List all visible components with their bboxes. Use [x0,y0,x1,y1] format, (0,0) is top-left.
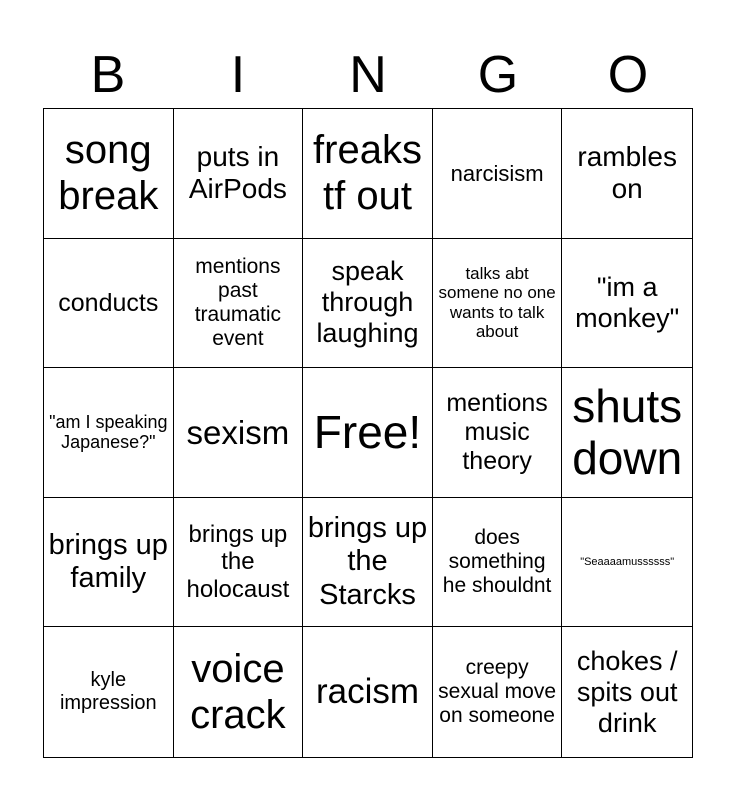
bingo-cell[interactable] [303,627,433,757]
bingo-cell[interactable] [44,498,174,628]
bingo-cell-text: brings up family [48,528,168,595]
bingo-cell[interactable] [562,368,692,498]
bingo-cell[interactable] [303,498,433,628]
bingo-cell-text: Free! [313,406,422,459]
bingo-cell-text: does something he shouldnt [442,525,552,598]
bingo-cell-text: "am I speaking Japanese?" [49,411,168,453]
bingo-cell[interactable] [44,239,174,369]
bingo-cell[interactable] [303,368,433,498]
bingo-cell[interactable] [174,109,304,239]
bingo-header [43,40,693,110]
bingo-cell[interactable] [174,239,304,369]
bingo-cell[interactable] [433,498,563,628]
bingo-cell-text: conducts [58,288,159,317]
bingo-cell-text: sexism [186,413,290,451]
bingo-cell-text: creepy sexual move on someone [438,655,557,728]
bingo-cell-text: speak through laughing [316,256,419,349]
bingo-cell-text: brings up the Starcks [307,512,428,611]
bingo-cell[interactable] [562,109,692,239]
bingo-cell[interactable] [433,368,563,498]
bingo-cell-text: mentions music theory [446,389,548,475]
bingo-cell-text: chokes / spits out drink [576,645,678,738]
bingo-grid [43,108,693,758]
bingo-cell-text: mentions past traumatic event [194,254,282,351]
bingo-cell-text: racism [315,672,420,712]
bingo-cell-text: kyle impression [59,669,157,715]
bingo-cell[interactable] [562,498,692,628]
bingo-cell[interactable] [44,627,174,757]
bingo-cell-text: song break [58,128,159,219]
bingo-cell[interactable] [174,498,304,628]
bingo-cell[interactable] [303,109,433,239]
bingo-cell-text: shuts down [572,379,683,485]
bingo-cell-text: voice crack [190,647,286,738]
bingo-cell[interactable] [433,109,563,239]
header-letter-n: N [349,46,387,104]
bingo-cell[interactable] [303,239,433,369]
bingo-cell[interactable] [44,109,174,239]
header-letter-g: G [477,46,519,104]
bingo-cell[interactable] [562,239,692,369]
bingo-cell-text: puts in AirPods [188,141,287,205]
bingo-cell[interactable] [433,239,563,369]
header-letter-i: I [230,46,246,104]
bingo-cell[interactable] [562,627,692,757]
bingo-cell-text: freaks tf out [313,128,422,219]
bingo-cell-text: talks abt somene no one wants to talk about [438,263,556,342]
bingo-cell-text: rambles on [577,141,677,205]
bingo-cell-text: "Seaaaamussssss" [580,555,675,568]
bingo-cell[interactable] [174,627,304,757]
bingo-cell[interactable] [433,627,563,757]
bingo-cell-text: "im a monkey" [575,271,680,333]
bingo-cell[interactable] [174,368,304,498]
header-letter-b: B [90,46,126,104]
header-letter-o: O [607,46,649,104]
bingo-cell-text: narcisism [450,160,544,186]
bingo-cell-text: brings up the holocaust [186,520,290,603]
bingo-cell[interactable] [44,368,174,498]
